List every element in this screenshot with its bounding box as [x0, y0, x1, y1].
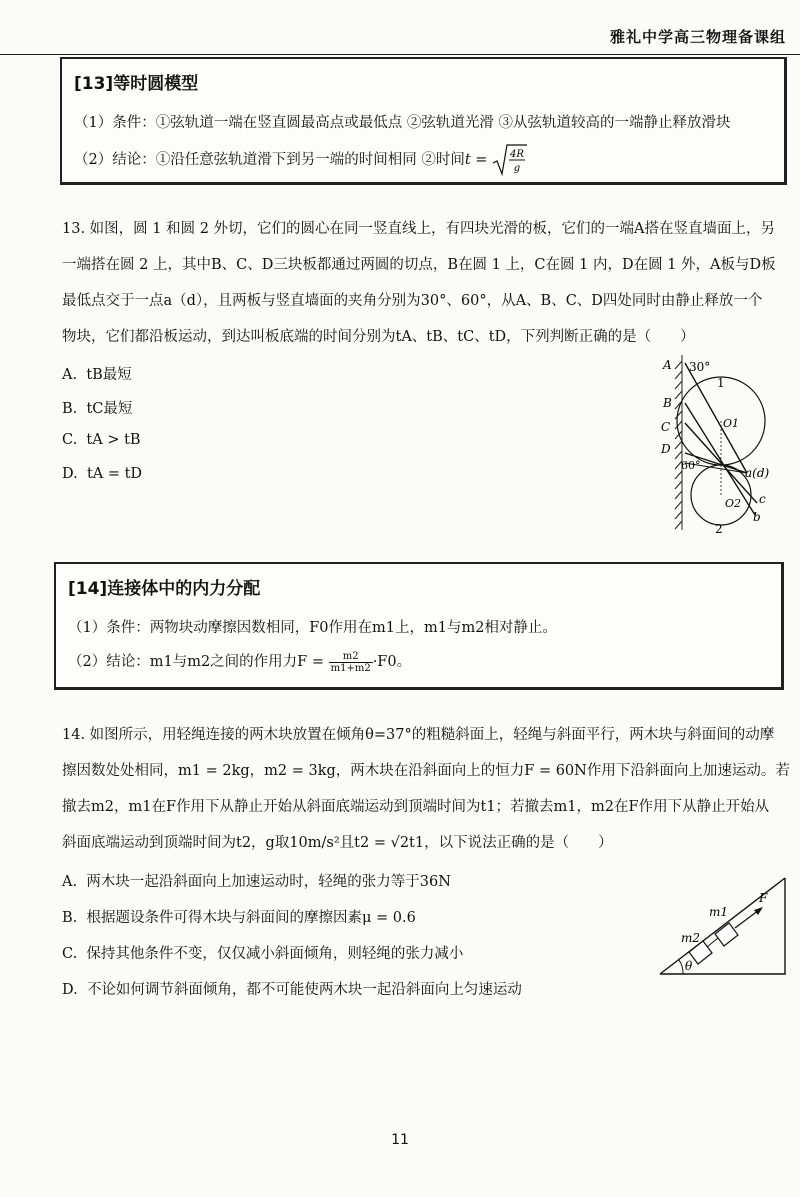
q13-option-d-label: D.	[62, 466, 78, 482]
sqrt-sign-icon	[492, 143, 528, 177]
q14-line-4: 斜面底端运动到顶端时间为t2，g取10m/s²且t2 = √2t1，以下说法正确的是（ ）	[62, 835, 613, 851]
q13-option-b-label: B.	[62, 401, 78, 417]
fig-label-o1: O1	[723, 417, 740, 430]
q13-option-c[interactable]	[62, 432, 141, 448]
box-13-conclusion	[74, 143, 528, 177]
box-13-conclusion-text: （2）结论：①沿任意弦轨道滑下到另一端的时间相同 ②时间	[74, 152, 465, 168]
q13-option-a-label: A.	[62, 367, 78, 383]
q14-option-b-text: 根据题设条件可得木块与斜面间的摩擦因素μ = 0.6	[86, 910, 416, 926]
q14-line-2: 擦因数处处相同，m1 = 2kg，m2 = 3kg，两木块在沿斜面向上的恒力F = 60N作用下沿斜面向上加速运动。若	[62, 763, 790, 779]
theta-arc	[679, 960, 683, 974]
q14-option-a-label: A.	[62, 874, 78, 890]
header-divider	[0, 54, 800, 55]
fig-label-b: B	[663, 396, 672, 410]
q13-line-4: 物块，它们都沿板运动，到达叫板底端的时间分别为tA、tB、tC、tD，下列判断正确的是（ ）	[62, 329, 695, 345]
fig-label-c-end: c	[759, 492, 766, 506]
sqrt-formula	[492, 143, 528, 177]
q13-option-b[interactable]	[62, 397, 132, 418]
q13-line-2: 一端搭在圆 2 上，其中B、C、D三块板都通过两圆的切点，B在圆 1 上，C在圆 1 内，D在圆 1 外，A板与D板	[62, 257, 776, 273]
q14-option-c[interactable]	[62, 942, 463, 963]
q13-line-1: 13. 如图，圆 1 和圆 2 外切，它们的圆心在同一竖直线上，有四块光滑的板，它们的一端A搭在竖直墙面上，另	[62, 221, 776, 237]
fig-label-m2: m2	[681, 931, 701, 945]
fraction-numerator: m2	[329, 651, 373, 663]
q14-option-a[interactable]	[62, 870, 451, 891]
q14-option-d-label: D.	[62, 982, 78, 998]
q13-option-d[interactable]	[62, 466, 142, 482]
header-title: 雅礼中学高三物理备课组	[609, 28, 786, 46]
arrow-head-icon	[754, 907, 763, 915]
wall-hatch	[675, 355, 682, 530]
q13-figure	[655, 355, 785, 535]
fig-angle-60: 60°	[681, 459, 701, 472]
q14-option-a-text: 两木块一起沿斜面向上加速运动时，轻绳的张力等于36N	[86, 874, 451, 890]
fig-label-theta: θ	[685, 959, 693, 973]
box-14	[54, 562, 784, 690]
q13-option-c-label: C.	[62, 432, 78, 448]
q14-option-c-text: 保持其他条件不变，仅仅减小斜面倾角，则轻绳的张力减小	[86, 946, 464, 962]
fraction-denominator: m1+m2	[330, 662, 371, 674]
box-14-condition: （1）条件：两物块动摩擦因数相同，F0作用在m1上，m1与m2相对静止。	[68, 620, 557, 636]
fig-label-f: F	[759, 891, 768, 905]
q14-option-b-label: B.	[62, 910, 78, 926]
q13-option-a[interactable]	[62, 363, 132, 384]
q14-option-d-text: 不论如何调节斜面倾角，都不可能使两木块一起沿斜面向上匀速运动	[86, 982, 522, 998]
force-fraction	[329, 651, 373, 674]
q14-figure	[655, 870, 790, 980]
q14-line-3: 撤去m2，m1在F作用下从静止开始从斜面底端运动到顶端时间为t1；若撤去m1，m2在F作用下从静止开始从	[62, 799, 770, 815]
fig-label-a: A	[663, 358, 672, 372]
q14-option-c-label: C.	[62, 946, 78, 962]
box-13-eq: =	[470, 152, 493, 168]
box-13-var-t: t	[464, 152, 471, 168]
fig-label-o2: O2	[725, 497, 742, 510]
rope	[707, 938, 718, 947]
q13-line-3: 最低点交于一点a（d），且两板与竖直墙面的夹角分别为30°、60°，从A、B、C、D四处同时由静止释放一个	[62, 293, 763, 309]
q14-option-b[interactable]	[62, 906, 416, 927]
fig-circle-2: 2	[715, 522, 723, 535]
block-m1-shape	[715, 923, 738, 946]
fig-label-d: D	[661, 442, 671, 456]
q14-line-1: 14. 如图所示，用轻绳连接的两木块放置在倾角θ=37°的粗糙斜面上，轻绳与斜面平行，两木块与斜面间的动摩	[62, 727, 775, 743]
box-14-conclusion-text: （2）结论：m1与m2之间的作用力F =	[68, 654, 329, 670]
fig-label-b-end: b	[753, 510, 761, 524]
box-13-title: [13]等时圆模型	[74, 74, 199, 94]
q13-option-d-text: tA = tD	[86, 466, 143, 482]
box-14-suffix: ·F0。	[372, 654, 412, 670]
fig-circle-1: 1	[717, 376, 725, 390]
q13-option-a-text: tB最短	[86, 367, 132, 383]
fig-label-m1: m1	[709, 905, 729, 919]
box-14-title: [14]连接体中的内力分配	[68, 579, 261, 599]
box-13	[60, 57, 787, 185]
fig-angle-30: 30°	[689, 360, 711, 374]
fig-label-c: C	[661, 420, 671, 434]
box-13-condition: （1）条件：①弦轨道一端在竖直圆最高点或最低点 ②弦轨道光滑 ③从弦轨道较高的一端静止释放滑块	[74, 115, 731, 131]
q13-option-c-text: tA > tB	[86, 432, 141, 448]
sqrt-numerator: 4R	[510, 149, 524, 160]
box-14-conclusion	[68, 650, 411, 674]
q14-option-d[interactable]	[62, 978, 522, 999]
page-number: 11	[391, 1132, 409, 1148]
sqrt-denominator: g	[513, 163, 521, 174]
force-arrow	[735, 910, 759, 928]
fig-label-ad: a(d)	[745, 466, 770, 480]
q13-option-b-text: tC最短	[86, 401, 133, 417]
